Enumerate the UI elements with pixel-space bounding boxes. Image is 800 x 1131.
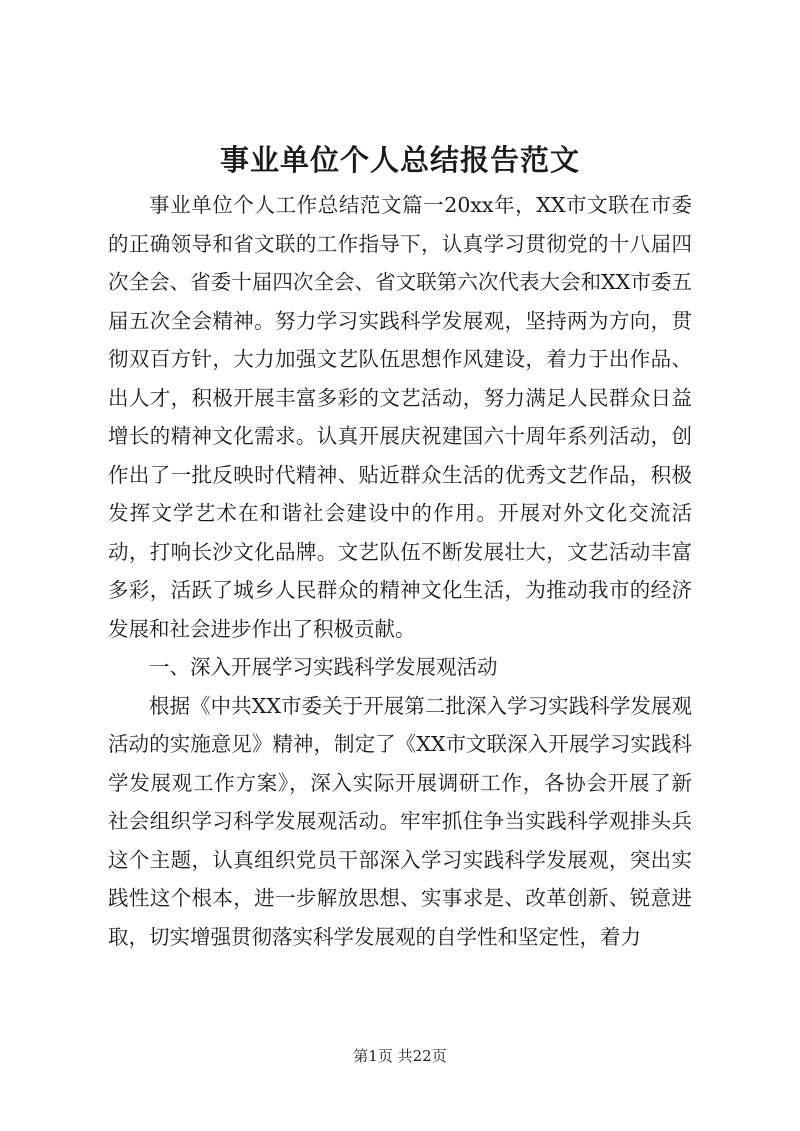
- section-heading-1: 一、深入开展学习实践科学发展观活动: [149, 655, 498, 679]
- document-title: 事业单位个人总结报告范文: [219, 143, 580, 177]
- paragraph-intro: 事业单位个人工作总结范文篇一20xx年，XX市文联在市委的正确领导和省文联的工作指导下，认真学习贯彻党的十八届四次全会、省委十届四次全会、省文联第六次代表大会和XX市委五届五次全会精神。努力学习实践科学发展观，坚持两为方向，贯彻双百方针，大力加强文艺队伍思想作风建设，着力于出作品、出人才，积极开展丰富多彩的文艺活动，努力满足人民群众日益增长的精神文化需求。认真开展庆祝建国六十周年系列活动，创作出了一批反映时代精神、贴近群众生活的优秀文艺作品，积极发挥文学艺术在和谐社会建设中的作用。开展对外文化交流活动，打响长沙文化品牌。文艺队伍不断发展壮大，文艺活动丰富多彩，活跃了城乡人民群众的精神文化生活，为推动我市的经济发展和社会进步作出了积极贡献。: [108, 193, 692, 641]
- paragraph-section-1: 根据《中共XX市委关于开展第二批深入学习实践科学发展观活动的实施意见》精神，制定了《XX市文联深入开展学习实践科学发展观工作方案》，深入实际开展调研工作，各协会开展了新社会组织学习科学发展观活动。牢牢抓住争当实践科学观排头兵这个主题，认真组织党员干部深入学习实践科学发展观，突出实践性这个根本，进一步解放思想、实事求是、改革创新、锐意进取，切实增强贯彻落实科学发展观的自学性和坚定性，着力: [108, 693, 692, 949]
- document-body: [108, 186, 692, 956]
- page-number-footer: 第1页 共22页: [353, 1047, 447, 1065]
